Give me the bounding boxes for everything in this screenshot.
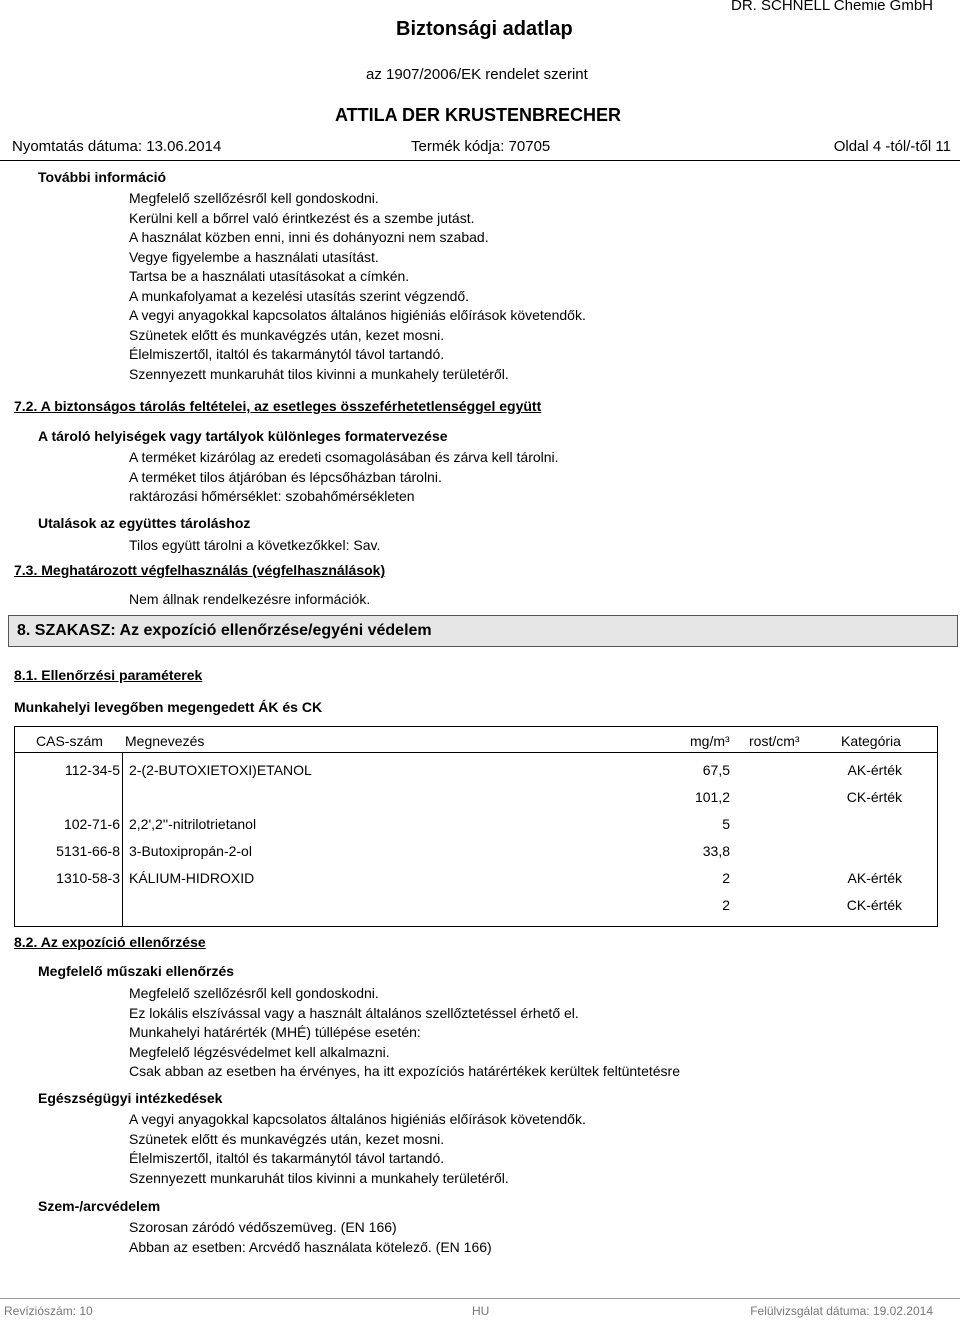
list-item: A vegyi anyagokkal kapcsolatos általános higiéniás előírások követendők. (129, 1111, 586, 1127)
list-item: Megfelelő szellőzésről kell gondoskodni. (129, 985, 379, 1001)
table-cell-name: KÁLIUM-HIDROXID (129, 870, 255, 886)
joint-storage-list (129, 536, 380, 556)
storage-design-heading: A tároló helyiségek vagy tartályok különleges formatervezése (38, 428, 448, 444)
col-header-mg: mg/m³ (690, 733, 730, 749)
list-item: A használat közben enni, inni és dohányozni nem szabad. (129, 229, 489, 245)
list-item: Szennyezett munkaruhát tilos kivinni a munkahely területéről. (129, 365, 509, 382)
list-item: Ez lokális elszívással vagy a használt általános szellőztetéssel érhető el. (129, 1004, 579, 1021)
further-info-heading: További információ (38, 169, 167, 185)
list-item: Kerülni kell a bőrrel való érintkezést és a szembe jutást. (129, 209, 475, 226)
table-column-divider (122, 752, 123, 927)
hygiene-heading: Egészségügyi intézkedések (38, 1090, 223, 1106)
review-date: Felülvizsgálat dátuma: 19.02.2014 (750, 1304, 933, 1318)
section-8-bar (8, 615, 958, 647)
table-cell-category: CK-érték (846, 897, 902, 913)
list-item: Megfelelő légzésvédelmet kell alkalmazni. (129, 1043, 390, 1060)
list-item: A terméket kizárólag az eredeti csomagolásában és zárva kell tárolni. (129, 449, 559, 465)
table-cell-name: 2,2',2''-nitrilotrietanol (129, 816, 257, 832)
col-header-cas: CAS-szám (36, 733, 103, 749)
section-8-1-heading: 8.1. Ellenőrzési paraméterek (14, 667, 203, 683)
product-code: Termék kódja: 70705 (411, 138, 551, 155)
list-item: Élelmiszertől, italtól és takarmánytól távol tartandó. (129, 1150, 445, 1166)
joint-storage-heading: Utalások az együttes tároláshoz (38, 515, 251, 531)
table-cell-category: CK-érték (846, 789, 902, 805)
header-divider (0, 160, 960, 161)
section-8-title: 8. SZAKASZ: Az expozíció ellenőrzése/egyéni védelem (17, 622, 432, 639)
list-item: Szünetek előtt és munkavégzés után, kezet mosni. (129, 326, 445, 343)
storage-design-list (129, 448, 559, 507)
table-cell-cas: 102-71-6 (63, 816, 120, 832)
further-info-list (129, 189, 586, 384)
table-cell-category: AK-érték (847, 762, 902, 778)
eye-protection-list (129, 1218, 492, 1257)
list-item: A munkafolyamat a kezelési utasítás szerint végzendő. (129, 287, 470, 304)
table-cell-name: 2-(2-BUTOXIETOXI)ETANOL (129, 762, 312, 778)
list-item: Szorosan záródó védőszemüveg. (EN 166) (129, 1219, 397, 1235)
footer-divider (0, 1298, 960, 1299)
section-7-3-text: Nem állnak rendelkezésre információk. (129, 591, 371, 607)
document-title: Biztonsági adatlap (396, 18, 573, 40)
list-item: A vegyi anyagokkal kapcsolatos általános higiéniás előírások követendők. (129, 307, 586, 323)
page-number: Oldal 4 -tól/-től 11 (833, 138, 951, 155)
table-header-divider (14, 752, 938, 753)
language-code: HU (472, 1304, 490, 1318)
product-name: ATTILA DER KRUSTENBRECHER (335, 105, 621, 125)
table-cell-cas: 112-34-5 (64, 762, 120, 778)
table-cell-mg: 33,8 (702, 843, 730, 859)
technical-control-heading: Megfelelő műszaki ellenőrzés (38, 963, 235, 979)
col-header-rost: rost/cm³ (749, 733, 800, 749)
table-cell-mg: 101,2 (694, 789, 730, 805)
section-8-2-heading: 8.2. Az expozíció ellenőrzése (14, 934, 206, 950)
table-cell-mg: 2 (722, 870, 730, 886)
technical-control-list (129, 984, 680, 1082)
list-item: raktározási hőmérséklet: szobahőmérsékleten (129, 488, 415, 504)
list-item: Szünetek előtt és munkavégzés után, kezet mosni. (129, 1130, 445, 1147)
table-cell-cas: 5131-66-8 (56, 843, 120, 859)
list-item: Élelmiszertől, italtól és takarmánytól távol tartandó. (129, 346, 445, 362)
table-cell-mg: 67,5 (702, 762, 730, 778)
regulation-line: az 1907/2006/EK rendelet szerint (366, 66, 588, 83)
table-cell-cas: 1310-58-3 (56, 870, 120, 886)
section-7-2-heading: 7.2. A biztonságos tárolás feltételei, az esetleges összeférhetetlenséggel együtt (14, 398, 542, 414)
list-item: Vegye figyelembe a használati utasítást. (129, 248, 379, 265)
list-item: Tartsa be a használati utasításokat a címkén. (129, 268, 410, 284)
list-item: A terméket tilos átjáróban és lépcsőházban tárolni. (129, 468, 442, 485)
list-item: Abban az esetben: Arcvédő használata kötelező. (EN 166) (129, 1238, 492, 1255)
section-7-3-heading: 7.3. Meghatározott végfelhasználás (végfelhasználások) (14, 562, 386, 578)
table-cell-mg: 5 (722, 816, 730, 832)
list-item: Megfelelő szellőzésről kell gondoskodni. (129, 190, 379, 206)
list-item: Tilos együtt tárolni a következőkkel: Sav. (129, 537, 381, 553)
limits-heading: Munkahelyi levegőben megengedett ÁK és CK (14, 699, 323, 715)
revision-number: Revíziószám: 10 (4, 1304, 93, 1318)
list-item: Munkahelyi határérték (MHÉ) túllépése esetén: (129, 1024, 421, 1040)
list-item: Szennyezett munkaruhát tilos kivinni a munkahely területéről. (129, 1169, 509, 1186)
print-date: Nyomtatás dátuma: 13.06.2014 (12, 138, 222, 155)
list-item: Csak abban az esetben ha érvényes, ha itt expozíciós határértékek kerültek feltüntetésre (129, 1063, 680, 1079)
hygiene-list (129, 1110, 586, 1188)
table-cell-category: AK-érték (847, 870, 902, 886)
table-cell-name: 3-Butoxipropán-2-ol (129, 843, 252, 859)
col-header-category: Kategória (841, 733, 901, 749)
col-header-name: Megnevezés (125, 733, 205, 749)
eye-protection-heading: Szem-/arcvédelem (38, 1198, 161, 1214)
company-name: DR. SCHNELL Chemie GmbH (731, 0, 933, 14)
table-cell-mg: 2 (722, 897, 730, 913)
